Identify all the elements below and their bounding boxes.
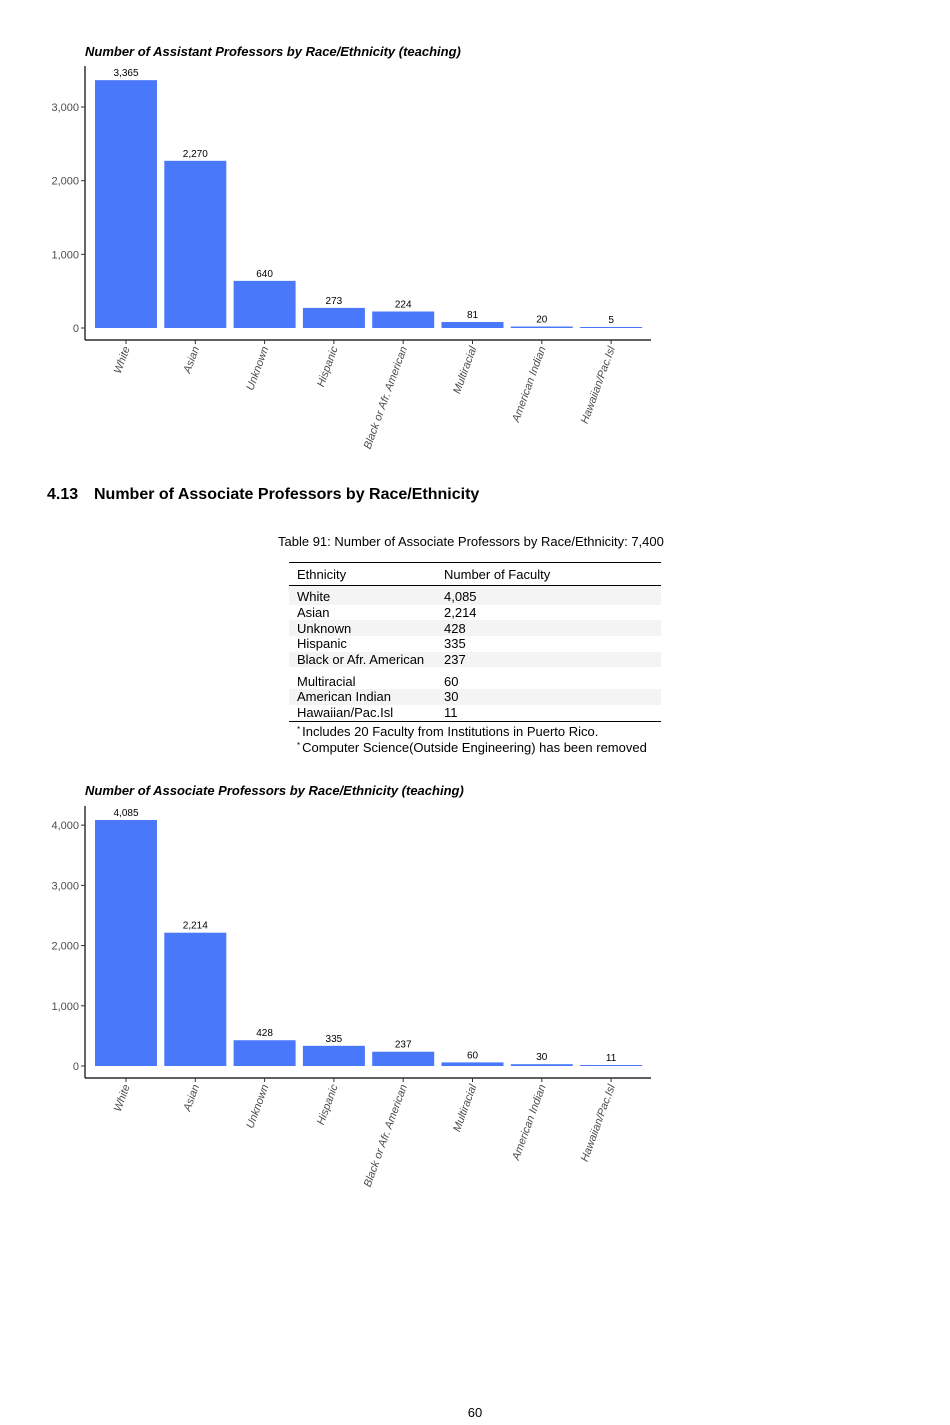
x-tick-label: Hispanic — [315, 1082, 341, 1127]
y-tick-label: 4,000 — [51, 820, 79, 833]
row-ethnicity: Hawaiian/Pac.Isl — [289, 705, 436, 721]
bar-value-label: 5 — [608, 315, 614, 326]
y-tick-label: 0 — [72, 1061, 79, 1073]
bar-value-label: 237 — [394, 1039, 412, 1051]
bar-black-or-afr-american — [372, 312, 434, 328]
row-count: 60 — [444, 673, 459, 689]
row-ethnicity: Hispanic — [297, 636, 347, 652]
table-row — [289, 620, 661, 636]
x-tick-label: Multiracial — [451, 1082, 480, 1134]
row-ethnicity: Black or Afr. American — [289, 652, 436, 668]
bar-value-label: 2,270 — [182, 148, 208, 160]
bar-unknown — [234, 1040, 296, 1066]
row-count: 428 — [436, 620, 661, 636]
x-tick-label: Unknown — [244, 344, 272, 393]
bar-hawaiian-pac-isl — [580, 327, 642, 328]
y-tick-label: 1,000 — [51, 1000, 79, 1013]
row-ethnicity: American Indian — [289, 689, 436, 705]
note-marker: * — [297, 740, 301, 750]
note-marker: * — [297, 724, 301, 734]
bar-value-label: 273 — [325, 295, 343, 307]
bar-asian — [164, 933, 226, 1066]
x-tick-label: American Indian — [510, 344, 549, 424]
table-row — [289, 689, 661, 705]
row-ethnicity: White — [289, 586, 436, 605]
y-tick-label: 2,000 — [51, 940, 79, 953]
x-tick-label: American Indian — [510, 1082, 549, 1162]
header-ethnicity: Ethnicity — [289, 563, 436, 586]
bar-asian — [164, 161, 226, 328]
header-number-of-faculty: Number of Faculty — [436, 563, 661, 586]
x-tick-label: Black or Afr. American — [361, 344, 411, 451]
row-count: 11 — [436, 705, 661, 721]
row-ethnicity: Unknown — [289, 620, 436, 636]
bar-value-label: 640 — [256, 268, 273, 280]
bar-value-label: 60 — [466, 1050, 479, 1062]
row-count: 237 — [436, 652, 661, 668]
row-ethnicity: Asian — [297, 605, 330, 621]
section-number: 4.13 — [47, 486, 79, 503]
bar-multiracial — [442, 322, 504, 328]
bar-value-label: 30 — [536, 1052, 548, 1064]
bar-white — [95, 80, 157, 328]
bar-hawaiian-pac-isl — [580, 1065, 642, 1066]
x-tick-label: Hawaiian/Pac.Isl — [578, 344, 618, 426]
bar-value-label: 11 — [605, 1053, 617, 1064]
bar-value-label: 81 — [466, 310, 479, 322]
table-row — [289, 667, 661, 689]
row-count: 2,214 — [444, 605, 477, 621]
bar-value-label: 428 — [256, 1028, 273, 1040]
bar-value-label: 224 — [394, 299, 412, 311]
bar-multiracial — [442, 1062, 504, 1066]
chart-title-associate: Number of Associate Professors by Race/Ethnicity (teaching) — [85, 783, 464, 798]
bar-value-label: 2,214 — [182, 920, 208, 932]
x-tick-label: Multiracial — [451, 344, 480, 396]
bar-value-label: 3,365 — [113, 68, 139, 80]
table-row — [289, 705, 661, 721]
faculty-table — [289, 562, 661, 722]
x-tick-label: Unknown — [244, 1082, 272, 1131]
row-count: 335 — [444, 636, 466, 652]
faculty-table-wrapper — [289, 562, 661, 756]
page-number: 60 — [467, 1405, 483, 1420]
bar-black-or-afr-american — [372, 1052, 434, 1066]
x-tick-label: Asian — [181, 344, 203, 375]
y-tick-label: 0 — [72, 323, 79, 335]
bar-unknown — [234, 281, 296, 328]
table-note: * Computer Science(Outside Engineering) has been removed — [297, 739, 647, 755]
row-count: 30 — [436, 689, 661, 705]
x-tick-label: Asian — [181, 1082, 203, 1113]
y-tick-label: 3,000 — [51, 102, 79, 115]
row-ethnicity: Multiracial — [297, 673, 356, 689]
bar-hispanic — [303, 308, 365, 328]
table-row — [289, 586, 661, 605]
table-notes — [289, 724, 661, 756]
table-row — [289, 605, 661, 621]
section-heading — [47, 486, 479, 504]
bar-white — [95, 820, 157, 1066]
y-tick-label: 1,000 — [51, 249, 79, 262]
bar-hispanic — [303, 1046, 365, 1066]
x-tick-label: Hispanic — [315, 344, 341, 389]
chart-title-assistant: Number of Assistant Professors by Race/Ethnicity (teaching) — [85, 44, 461, 59]
table-note: * Includes 20 Faculty from Institutions in Puerto Rico. — [297, 723, 599, 739]
x-tick-label: Hawaiian/Pac.Isl — [578, 1082, 618, 1164]
table-header-row — [289, 563, 661, 586]
section-title: Number of Associate Professors by Race/Ethnicity — [94, 486, 480, 503]
associate-professors-bar-chart — [0, 800, 680, 1210]
table-row — [289, 636, 661, 652]
bar-value-label: 335 — [325, 1033, 343, 1045]
y-tick-label: 3,000 — [51, 880, 79, 893]
table-row — [289, 652, 661, 668]
x-tick-label: White — [111, 1082, 133, 1114]
x-tick-label: Black or Afr. American — [361, 1082, 411, 1189]
bar-american-indian — [511, 1064, 573, 1066]
assistant-professors-bar-chart — [0, 60, 680, 470]
y-tick-label: 2,000 — [51, 175, 79, 188]
table-caption: Table 91: Number of Associate Professors by Race/Ethnicity: 7,400 — [278, 534, 664, 549]
bar-value-label: 20 — [536, 314, 548, 326]
x-tick-label: White — [111, 344, 133, 376]
row-count: 4,085 — [436, 586, 661, 605]
bar-value-label: 4,085 — [113, 808, 139, 820]
bar-american-indian — [511, 327, 573, 328]
